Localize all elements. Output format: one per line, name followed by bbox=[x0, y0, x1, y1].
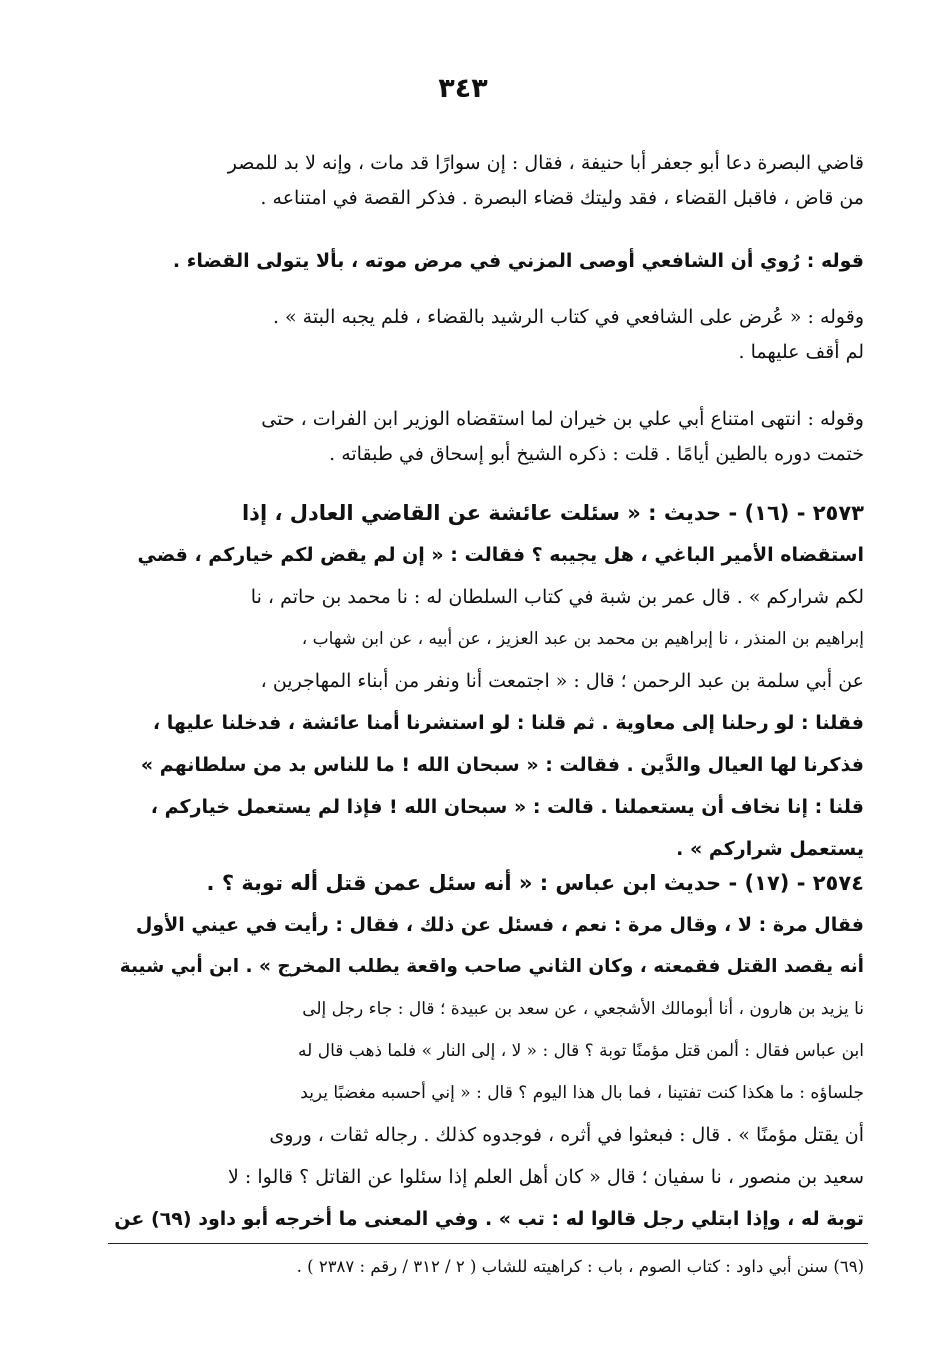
text-line: أنه يقصد القتل فقمعته ، وكان الثاني صاحب واقعة يطلب المخرج » . ابن أبي شيبة bbox=[119, 956, 864, 977]
text-line: من قاض ، فاقبل القضاء ، فقد وليتك قضاء البصرة . فذكر القصة في امتناعه . bbox=[260, 186, 864, 209]
text-line: نا يزيد بن هارون ، أنا أبومالك الأشجعي ، عن سعد بن عبيدة ؛ قال : جاء رجل إلى bbox=[302, 999, 864, 1019]
page-number: ٣٤٣ bbox=[438, 73, 488, 104]
text-line: فقلنا : لو رحلنا إلى معاوية . ثم قلنا : لو استشرنا أمنا عائشة ، فدخلنا عليها ، bbox=[152, 712, 864, 734]
text-line: قاضي البصرة دعا أبو جعفر أبا حنيفة ، فقال : إن سوارًا قد مات ، وإنه لا بد للمصر bbox=[227, 152, 864, 174]
text-line: يستعمل شراركم » . bbox=[676, 838, 864, 860]
text-line: أن يقتل مؤمنًا » . قال : فبعثوا في أثره ، فوجدوه كذلك . رجاله ثقات ، وروى bbox=[269, 1124, 864, 1146]
text-line: ابن عباس فقال : ألمن قتل مؤمنًا توبة ؟ قال : « لا ، إلى النار » فلما ذهب قال له bbox=[298, 1041, 864, 1061]
text-line: فذكرنا لها العيال والدَّين . فقالت : « سبحان الله ! ما للناس بد من سلطانهم » bbox=[140, 754, 864, 776]
text-line: قلنا : إنا نخاف أن يستعملنا . قالت : « سبحان الله ! فإذا لم يستعمل خياركم ، bbox=[150, 796, 864, 818]
footnote-divider bbox=[108, 1243, 868, 1244]
hadith-heading: ٢٥٧٣ - (١٦) - حديث : « سئلت عائشة عن القاضي العادل ، إذا bbox=[241, 501, 864, 525]
paragraph-shafii-will bbox=[102, 244, 864, 279]
text-line: لم أقف عليهما . bbox=[738, 340, 864, 363]
text-line: جلساؤه : ما هكذا كنت تفتينا ، فما بال هذا اليوم ؟ قال : « إني أحسبه مغضبًا يريد bbox=[300, 1083, 864, 1103]
paragraph-intro bbox=[102, 146, 864, 215]
hadith-heading: ٢٥٧٤ - (١٧) - حديث ابن عباس : « أنه سئل عمن قتل أله توبة ؟ . bbox=[206, 871, 864, 895]
text-line: ختمت دوره بالطين أيامًا . قلت : ذكره الشيخ أبو إسحاق في طبقاته . bbox=[329, 442, 864, 465]
text-line: وقوله : « عُرض على الشافعي في كتاب الرشيد بالقضاء ، فلم يجبه البتة » . bbox=[272, 306, 864, 328]
hadith-2574 bbox=[102, 862, 864, 1240]
text-line: إبراهيم بن المنذر ، نا إبراهيم بن محمد بن عبد العزيز ، عن أبيه ، عن ابن شهاب ، bbox=[301, 629, 864, 649]
text-line: وقوله : انتهى امتناع أبي علي بن خيران لما استقضاه الوزير ابن الفرات ، حتى bbox=[261, 408, 864, 430]
paragraph-ibn-khayran bbox=[102, 402, 864, 471]
text-line: قوله : رُوي أن الشافعي أوصى المزني في مرض موته ، بألا يتولى القضاء . bbox=[172, 250, 864, 272]
text-line: فقال مرة : لا ، وقال مرة : نعم ، فسئل عن ذلك ، فقال : رأيت في عيني الأول bbox=[135, 914, 864, 936]
footnote: (٦٩) سنن أبي داود : كتاب الصوم ، باب : كراهيته للشاب ( ٢ / ٣١٢ / رقم : ٢٣٨٧ ) . bbox=[296, 1257, 864, 1276]
text-line: لكم شراركم » . قال عمر بن شبة في كتاب السلطان له : نا محمد بن حاتم ، نا bbox=[250, 586, 864, 608]
paragraph-shafii-rashid bbox=[102, 300, 864, 369]
text-line: عن أبي سلمة بن عبد الرحمن ؛ قال : « اجتمعت أنا ونفر من أبناء المهاجرين ، bbox=[260, 670, 864, 692]
hadith-2573 bbox=[102, 492, 864, 870]
text-line: توبة له ، وإذا ابتلي رجل قالوا له : تب » . وفي المعنى ما أخرجه أبو داود (٦٩) عن bbox=[114, 1208, 864, 1230]
text-line: سعيد بن منصور ، نا سفيان ؛ قال « كان أهل العلم إذا سئلوا عن القاتل ؟ قالوا : لا bbox=[228, 1166, 864, 1188]
text-line: استقضاه الأمير الباغي ، هل يجيبه ؟ فقالت : « إن لم يقض لكم خياركم ، قضي bbox=[137, 544, 864, 566]
